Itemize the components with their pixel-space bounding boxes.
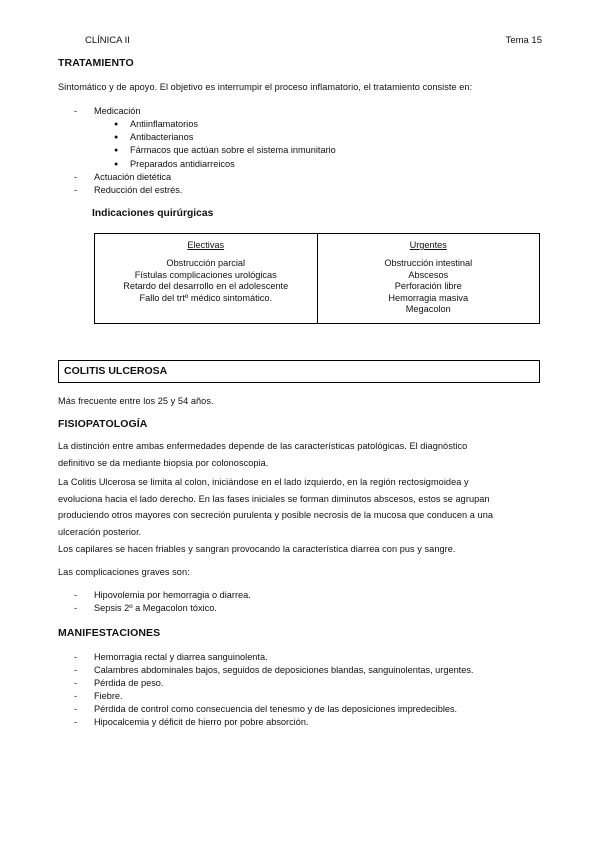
table-cell-line: Fístulas complicaciones urológicas [134,269,277,280]
list-item: - Pérdida de peso. [58,677,544,690]
urgentes-cell [317,234,540,324]
indicaciones-heading: Indicaciones quirúrgicas [92,208,214,219]
colitis-section-title: COLITIS ULCEROSA [58,360,540,383]
text-line: La Colitis Ulcerosa se limita al colon, iniciándose en el lado izquierdo, en la región rectosigmoidea y [58,477,469,487]
list-item: ● Antiinflamatorios [94,118,544,131]
table-cell-line: Megacolon [405,304,451,315]
page-header [85,35,542,49]
list-item: - Hipocalcemia y déficit de hierro por pobre absorción. [58,716,544,729]
list-item: - Hipovolemia por hemorragia o diarrea. [58,589,544,602]
complicaciones-list [58,589,544,615]
header-subject: CLÍNICA II [85,35,130,46]
list-item: - Hemorragia rectal y diarrea sanguinolenta. [58,651,544,664]
list-item: - Sepsis 2º a Megacolon tóxico. [58,602,544,615]
list-item: ● Fármacos que actúan sobre el sistema inmunitario [94,144,544,157]
list-item: ● Preparados antidiarreicos [94,158,544,171]
table-cell-line: Obstrucción parcial [166,258,246,268]
fisiopatologia-paragraph-3: Los capilares se hacen friables y sangran provocando la característica diarrea con pus y sangre. [58,544,456,554]
table-cell-line: Retardo del desarrollo en el adolescente [123,281,289,292]
medicacion-sublist [94,118,544,171]
manifestaciones-list [58,651,544,729]
list-item [58,105,544,171]
fisiopatologia-heading: FISIOPATOLOGÍA [58,418,148,430]
tratamiento-list [58,105,544,197]
table-cell-line: Abscesos [408,269,449,280]
header-topic: Tema 15 [505,35,542,46]
table-cell-line: Obstrucción intestinal [384,258,473,268]
manifestaciones-heading: MANIFESTACIONES [58,627,161,639]
fisiopatologia-paragraph-2 [58,474,544,540]
list-item: - Reducción del estrés. [58,184,544,197]
list-item: - Actuación dietética [58,171,544,184]
urgentes-header: Urgentes [409,240,447,250]
list-item: - Pérdida de control como consecuencia del tenesmo y de las deposiciones impredecibles. [58,703,544,716]
text-line: definitivo se da mediante biopsia por colonoscopia. [58,457,269,468]
tratamiento-intro: Sintomático y de apoyo. El objetivo es interrumpir el proceso inflamatorio, el tratamiento consiste en: [58,82,473,92]
list-item: - Calambres abdominales bajos, seguidos de deposiciones blandas, sanguinolentas, urgentes. [58,664,544,677]
fisiopatologia-paragraph-4: Las complicaciones graves son: [58,567,190,577]
text-line: ulceración posterior. [58,526,142,537]
list-item: ● Antibacterianos [94,131,544,144]
tratamiento-heading: TRATAMIENTO [58,57,134,69]
table-cell-line: Fallo del trtº médico sintomático. [139,292,273,303]
fisiopatologia-paragraph-1 [58,438,544,471]
electivas-cell [95,234,318,324]
table-cell-line: Perforación libre [394,281,462,292]
indicaciones-table [94,233,540,324]
electivas-header: Electivas [187,240,225,250]
text-line: evoluciona hacia el lado derecho. En las fases iniciales se forman diminutos abscesos, estos se agrupan [58,493,490,504]
text-line: produciendo otros mayores con secreción purulenta y posible necrosis de la mucosa que conducen a una [58,510,494,521]
table-cell-line: Hemorragia masiva [388,292,469,303]
colitis-frecuencia: Más frecuente entre los 25 y 54 años. [58,396,214,406]
medicacion-label: Medicación [94,106,141,116]
text-line: La distinción entre ambas enfermedades depende de las características patológicas. El diagnóstico [58,441,468,451]
list-item: - Fiebre. [58,690,544,703]
